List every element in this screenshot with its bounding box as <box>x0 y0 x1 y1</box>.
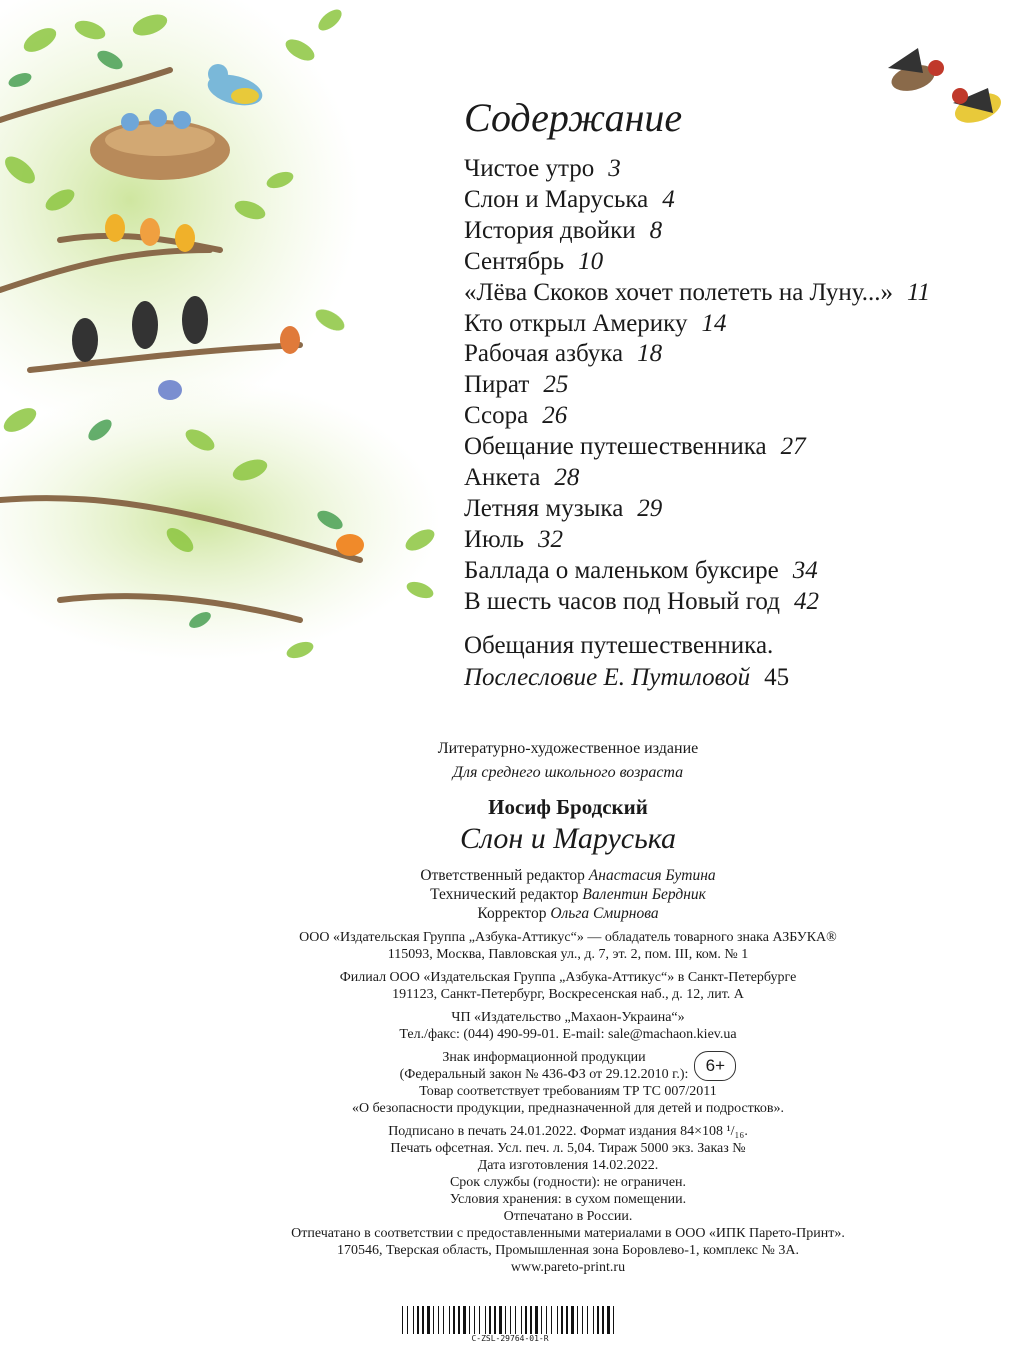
afterword-subtitle: Послесловие Е. Путиловой <box>464 663 751 691</box>
barcode-bar <box>521 1306 522 1334</box>
toc-item-page: 27 <box>780 433 806 461</box>
toc-item-page: 11 <box>907 278 931 306</box>
toc-item-page: 18 <box>637 340 663 368</box>
print-line: Срок службы (годности): не ограничен. <box>449 1175 687 1190</box>
info-sign-label: Знак информационной продукции <box>442 1050 646 1065</box>
toc-item[interactable] <box>464 216 1024 247</box>
imprint-book-title: Слон и Маруська <box>459 822 677 855</box>
staff-name: Анастасия Бутина <box>588 867 716 884</box>
staff-name: Валентин Бердник <box>582 886 706 903</box>
tr-title: «О безопасности продукции, предназначенной для детей и подростков». <box>351 1101 784 1116</box>
staff-row <box>110 904 1026 923</box>
barcode-bar <box>463 1306 466 1334</box>
barcode-bar <box>458 1306 460 1334</box>
toc-item-title: «Лёва Скоков хочет полететь на Луну...» <box>464 278 894 306</box>
barcode-bar <box>407 1306 408 1334</box>
barcode-bar <box>479 1306 480 1334</box>
toc-item[interactable] <box>464 185 1024 216</box>
staff-row <box>110 866 1026 885</box>
branch-line: Филиал ООО «Издательская Группа „Азбука-Аттикус“» в Санкт-Петербурге <box>339 970 797 985</box>
toc-item-title: Пират <box>464 371 530 399</box>
toc-item-title: Слон и Маруська <box>464 185 649 213</box>
toc-item-page: 3 <box>608 155 621 182</box>
table-of-contents <box>464 96 1024 694</box>
staff-role: Ответственный редактор <box>420 867 585 884</box>
toc-item-page: 29 <box>637 494 663 522</box>
barcode-bar <box>505 1306 506 1334</box>
barcode-bar <box>494 1306 496 1334</box>
barcode-bar <box>485 1306 486 1334</box>
imprint-staff <box>110 866 1026 923</box>
barcode-bar <box>417 1306 419 1334</box>
imprint <box>0 738 1026 1276</box>
toc-item-title: Июль <box>464 525 524 553</box>
tr-line: Товар соответствует требованиям ТР ТС 007/2011 <box>419 1084 717 1099</box>
toc-item-page: 10 <box>578 247 604 275</box>
barcode-bar <box>453 1306 455 1334</box>
barcode-bar <box>546 1306 547 1334</box>
afterword-page: 45 <box>764 663 790 691</box>
barcode-bar <box>438 1306 439 1334</box>
toc-item[interactable] <box>464 432 1024 463</box>
imprint-author: Иосиф Бродский <box>488 795 648 819</box>
toc-item[interactable] <box>464 339 1024 370</box>
toc-item[interactable] <box>464 309 1024 340</box>
toc-item-title: Летняя музыка <box>464 494 624 522</box>
print-line: Отпечатано в соответствии с предоставленными материалами в ООО «ИПК Парето-Принт». <box>291 1226 845 1241</box>
barcode-bar <box>515 1306 516 1334</box>
print-line: Отпечатано в России. <box>503 1209 633 1224</box>
toc-item-page: 4 <box>662 185 675 213</box>
barcode-bar <box>602 1306 604 1334</box>
publisher-address: 115093, Москва, Павловская ул., д. 7, эт. 2, пом. III, ком. № 1 <box>387 947 749 962</box>
print-line: Подписано в печать 24.01.2022. Формат издания 84×108 ¹/₁₆. <box>388 1124 748 1139</box>
barcode-bar <box>607 1306 610 1334</box>
barcode-bar <box>561 1306 563 1334</box>
barcode-bar <box>541 1306 542 1334</box>
toc-item-title: История двойки <box>464 216 636 244</box>
barcode-bar <box>427 1306 430 1334</box>
info-sign-row <box>110 1049 1026 1083</box>
toc-item-title: Рабочая азбука <box>464 340 624 368</box>
barcode-bar <box>402 1306 403 1334</box>
printer-website[interactable]: www.pareto-print.ru <box>510 1260 626 1275</box>
barcode-bar <box>613 1306 614 1334</box>
afterword-title: Обещания путешественника. <box>464 631 774 659</box>
info-sign-law: (Федеральный закон № 436-ФЗ от 29.12.2010 г.): <box>399 1067 689 1082</box>
barcode-bar <box>489 1306 491 1334</box>
toc-item[interactable] <box>464 370 1024 401</box>
toc-item-page: 32 <box>538 525 563 553</box>
barcode-bar <box>469 1306 470 1334</box>
barcode-bar <box>577 1306 578 1334</box>
barcode-bar <box>525 1306 527 1334</box>
toc-list <box>464 154 1024 618</box>
ukraine-contacts: Тел./факс: (044) 490-99-01. E-mail: sale@machaon.kiev.ua <box>399 1027 737 1042</box>
toc-item-page: 34 <box>792 556 818 584</box>
barcode-bar <box>582 1306 583 1334</box>
toc-item[interactable] <box>464 247 1024 278</box>
barcode-bar <box>449 1306 450 1334</box>
toc-title: Содержание <box>464 95 683 140</box>
toc-item-title: В шесть часов под Новый год <box>464 587 780 615</box>
toc-item-page: 28 <box>554 464 580 492</box>
barcode-bar <box>499 1306 502 1334</box>
print-line: Условия хранения: в сухом помещении. <box>449 1192 687 1207</box>
ukraine-publisher: ЧП «Издательство „Махаон-Украина“» <box>451 1010 685 1025</box>
toc-item-title: Сентябрь <box>464 247 565 275</box>
barcode-bar <box>551 1306 552 1334</box>
barcode-bar <box>413 1306 414 1334</box>
imprint-genre: Литературно-художественное издание <box>437 740 699 757</box>
toc-item-title: Анкета <box>464 464 541 492</box>
barcode <box>400 1306 620 1334</box>
barcode-bar <box>474 1306 475 1334</box>
toc-item-title: Баллада о маленьком буксире <box>464 556 779 584</box>
toc-item[interactable] <box>464 463 1024 494</box>
toc-item[interactable] <box>464 525 1024 556</box>
toc-item-page: 25 <box>543 371 569 399</box>
toc-item-page: 8 <box>649 216 663 244</box>
toc-item-page: 42 <box>793 587 819 615</box>
publisher-line: ООО «Издательская Группа „Азбука-Аттикус“» — обладатель товарного знака АЗБУКА® <box>299 930 837 945</box>
toc-afterword[interactable] <box>464 630 1024 694</box>
barcode-bar <box>597 1306 599 1334</box>
barcode-bar <box>587 1306 588 1334</box>
staff-row <box>110 885 1026 904</box>
toc-item[interactable] <box>464 587 1024 618</box>
barcode-bar <box>510 1306 511 1334</box>
print-line: Дата изготовления 14.02.2022. <box>477 1158 659 1173</box>
staff-role: Технический редактор <box>430 886 579 903</box>
age-rating-badge: 6+ <box>694 1051 736 1081</box>
barcode-bar <box>443 1306 444 1334</box>
toc-item-title: Обещание путешественника <box>464 433 767 461</box>
barcode-bar <box>566 1306 568 1334</box>
barcode-bar <box>530 1306 532 1334</box>
barcode-bar <box>422 1306 424 1334</box>
toc-item-title: Кто открыл Америку <box>464 309 688 337</box>
barcode-bar <box>593 1306 594 1334</box>
branch-address: 191123, Санкт-Петербург, Воскресенская наб., д. 12, лит. А <box>392 987 744 1002</box>
barcode-bar <box>557 1306 558 1334</box>
print-line: 170546, Тверская область, Промышленная зона Боровлево-1, комплекс № 3А. <box>337 1243 799 1258</box>
toc-item[interactable] <box>464 154 1024 185</box>
barcode-text: C-ZSL-29764-01-R <box>471 1334 549 1343</box>
imprint-age-group: Для среднего школьного возраста <box>452 764 684 781</box>
barcode-bar <box>433 1306 434 1334</box>
toc-item[interactable] <box>464 494 1024 525</box>
toc-item-page: 14 <box>701 309 727 337</box>
toc-item[interactable] <box>464 401 1024 432</box>
toc-item[interactable] <box>464 556 1024 587</box>
print-line: Печать офсетная. Усл. печ. л. 5,04. Тираж 5000 экз. Заказ № <box>390 1141 746 1156</box>
barcode-bar <box>535 1306 538 1334</box>
toc-item[interactable] <box>464 278 1024 309</box>
barcode-bar <box>571 1306 574 1334</box>
staff-role: Корректор <box>477 905 547 922</box>
staff-name: Ольга Смирнова <box>550 905 659 922</box>
tree-birds-illustration <box>0 0 470 700</box>
toc-item-title: Чистое утро <box>464 155 595 182</box>
toc-item-page: 26 <box>542 402 568 430</box>
toc-item-title: Ссора <box>464 402 529 430</box>
